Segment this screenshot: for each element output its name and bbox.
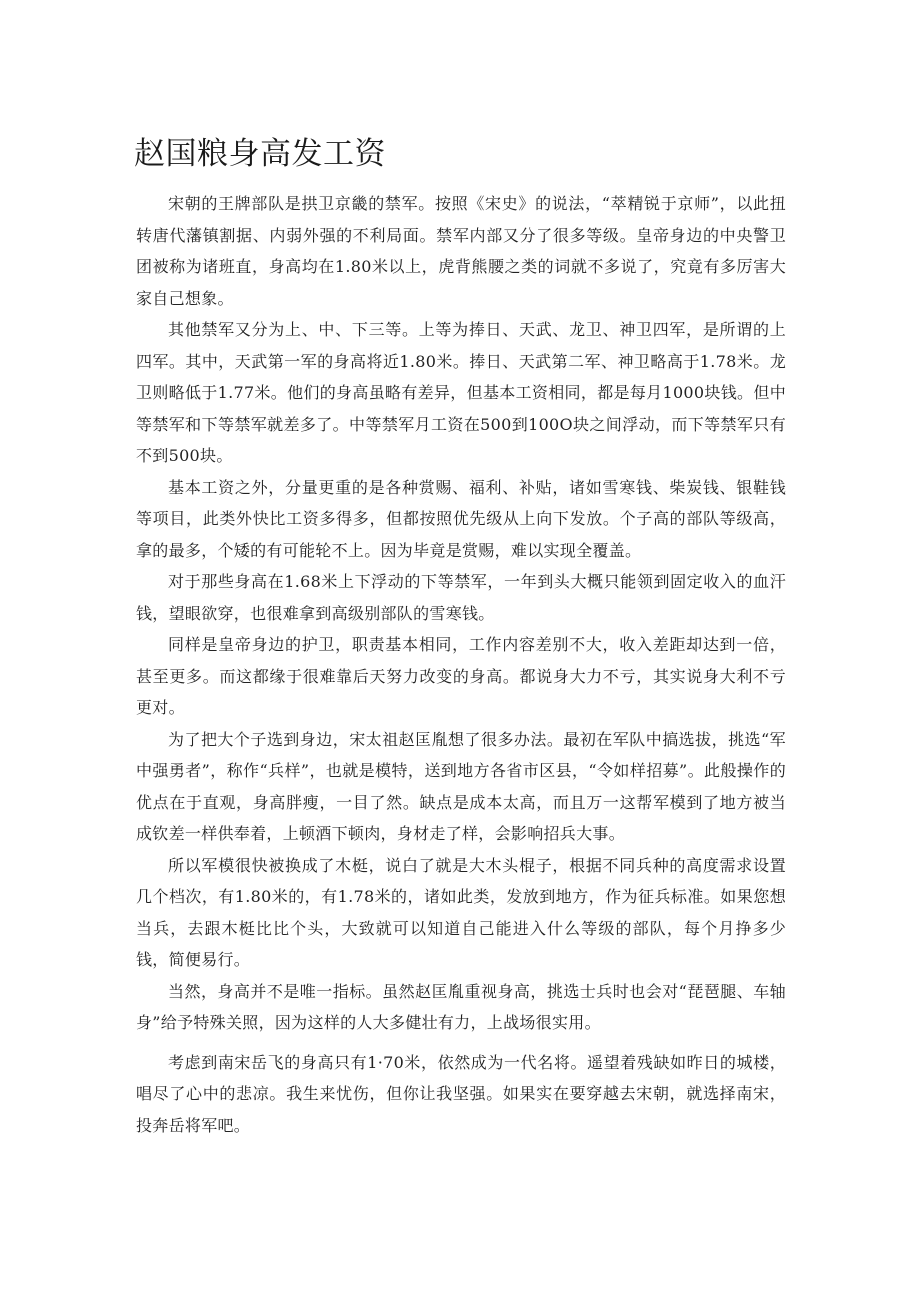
paragraph: 基本工资之外，分量更重的是各种赏赐、福利、补贴，诸如雪寒钱、柴炭钱、银鞋钱等项目，此类外快比工资多得多，但都按照优先级从上向下发放。个子高的部队等级高，拿的最多，个矮的有可能轮不上。因为毕竟是赏赐，难以实现全覆盖。 [136, 477, 786, 560]
paragraph: 考虑到南宋岳飞的身高只有1·70米，依然成为一代名将。遥望着残缺如昨日的城楼，唱尽了心中的悲凉。我生来忧伤，但你让我坚强。如果实在要穿越去宋朝，就选择南宋，投奔岳将军吧。 [136, 1052, 786, 1135]
page-title: 赵国粮身高发工资 [134, 136, 386, 172]
paragraph: 所以军模很快被换成了木梃，说白了就是大木头棍子，根据不同兵种的高度需求设置几个档次，有1.80米的，有1.78米的，诸如此类，发放到地方，作为征兵标准。如果您想当兵，去跟木梃比比个头，大致就可以知道自己能进入什么等级的部队，每个月挣多少钱，简便易行。 [136, 855, 786, 969]
paragraph: 同样是皇帝身边的护卫，职责基本相同，工作内容差别不大，收入差距却达到一倍，甚至更多。而这都缘于很难靠后天努力改变的身高。都说身大力不亏，其实说身大利不亏更对。 [136, 635, 786, 717]
paragraph: 其他禁军又分为上、中、下三等。上等为捧日、天武、龙卫、神卫四军，是所谓的上四军。其中，天武第一军的身高将近1.80米。捧日、天武第二军、神卫略高于1.78米。龙卫则略低于1.77米。他们的身高虽略有差异，但基本工资相同，都是每月1000块钱。但中等禁军和下等禁军就差多了。中等禁军月工资在500到100O块之间浮动，而下等禁军只有不到500块。 [136, 320, 786, 465]
article-body [136, 188, 786, 1141]
paragraph: 对于那些身高在1.68米上下浮动的下等禁军，一年到头大概只能领到固定收入的血汗钱，望眼欲穿，也很难拿到高级别部队的雪寒钱。 [136, 572, 786, 623]
paragraph: 为了把大个子选到身边，宋太祖赵匡胤想了很多办法。最初在军队中搞选拔，挑选“军中强勇者”，称作“兵样”，也就是模特，送到地方各省市区县，“令如样招募”。此般操作的优点在于直观，身高胖瘦，一目了然。缺点是成本太高，而且万一这帮军模到了地方被当成钦差一样供奉着，上顿酒下顿肉，身材走了样，会影响招兵大事。 [136, 729, 786, 843]
paragraph-gap [136, 1039, 786, 1047]
paragraph: 宋朝的王牌部队是拱卫京畿的禁军。按照《宋史》的说法，“萃精锐于京师”，以此扭转唐代藩镇割据、内弱外强的不利局面。禁军内部又分了很多等级。皇帝身边的中央警卫团被称为诸班直，身高均在1.80米以上，虎背熊腰之类的词就不多说了，究竟有多厉害大家自己想象。 [136, 194, 786, 308]
paragraph: 当然，身高并不是唯一指标。虽然赵匡胤重视身高，挑选士兵时也会对“琵琶腿、车轴身”给予特殊关照，因为这样的人大多健壮有力，上战场很实用。 [136, 981, 786, 1032]
